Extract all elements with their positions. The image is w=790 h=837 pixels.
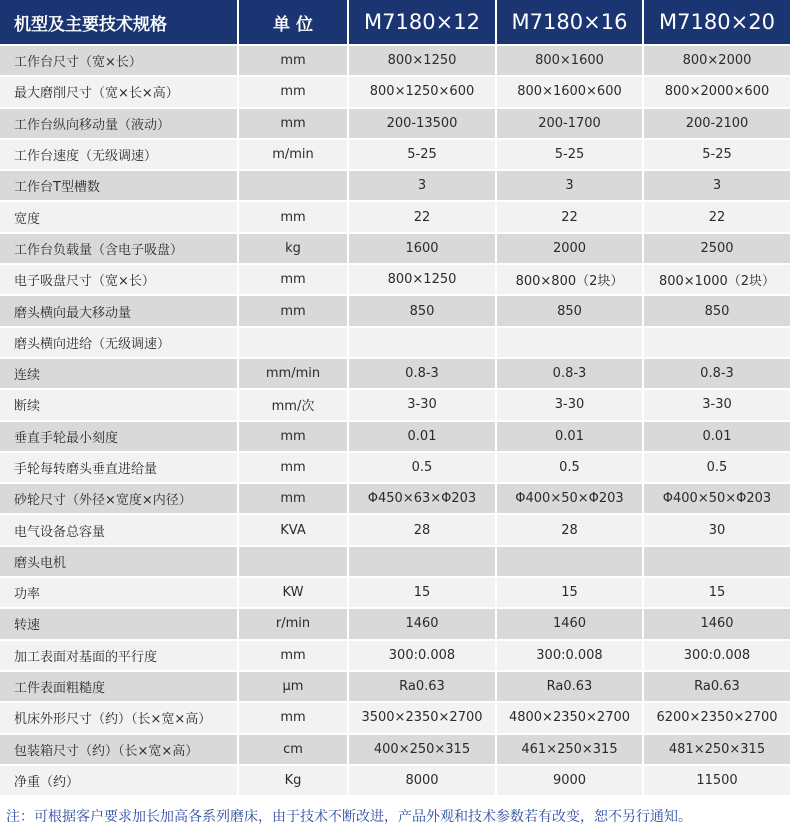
row-value-model-3: 0.5	[644, 453, 790, 482]
header-model-1: M7180×12	[349, 0, 495, 44]
row-value-model-1: Ra0.63	[349, 672, 495, 701]
row-label: 转速	[0, 609, 237, 638]
row-value-model-2: 800×1600	[497, 46, 642, 75]
row-unit: mm	[239, 77, 347, 106]
row-value-model-3: 481×250×315	[644, 735, 790, 764]
row-value-model-1: 800×1250×600	[349, 77, 495, 106]
row-unit: mm/次	[239, 390, 347, 419]
row-label: 电子吸盘尺寸（宽×长）	[0, 265, 237, 294]
row-unit: mm	[239, 484, 347, 513]
row-label: 砂轮尺寸（外径×宽度×内径）	[0, 484, 237, 513]
header-model-2: M7180×16	[497, 0, 642, 44]
row-label: 磨头横向最大移动量	[0, 296, 237, 325]
row-value-model-2: 3	[497, 171, 642, 200]
header-model-3: M7180×20	[644, 0, 790, 44]
row-label: 垂直手轮最小刻度	[0, 422, 237, 451]
footnote: 注：可根据客户要求加长加高各系列磨床，由于技术不断改进，产品外观和技术参数若有改变，恕不另行通知。	[6, 809, 692, 825]
row-value-model-1: 800×1250	[349, 265, 495, 294]
row-value-model-1: 1600	[349, 234, 495, 263]
row-label: 包装箱尺寸（约）（长×宽×高）	[0, 735, 237, 764]
row-value-model-3: 2500	[644, 234, 790, 263]
header-unit-title: 单 位	[239, 0, 347, 44]
row-value-model-1: 400×250×315	[349, 735, 495, 764]
row-unit: mm	[239, 202, 347, 231]
row-label: 加工表面对基面的平行度	[0, 641, 237, 670]
row-label: 功率	[0, 578, 237, 607]
row-unit: Kg	[239, 766, 347, 795]
row-unit: mm	[239, 296, 347, 325]
row-value-model-3: 15	[644, 578, 790, 607]
row-value-model-2: 800×800（2块）	[497, 265, 642, 294]
row-unit: μm	[239, 672, 347, 701]
row-value-model-1: 3500×2350×2700	[349, 703, 495, 732]
row-value-model-1: 22	[349, 202, 495, 231]
row-value-model-2: Φ400×50×Φ203	[497, 484, 642, 513]
row-value-model-2: 2000	[497, 234, 642, 263]
row-value-model-2: 4800×2350×2700	[497, 703, 642, 732]
row-unit	[239, 171, 347, 200]
row-unit: mm	[239, 703, 347, 732]
row-value-model-3	[644, 547, 790, 576]
row-value-model-3: 850	[644, 296, 790, 325]
row-value-model-1: 15	[349, 578, 495, 607]
row-label: 电气设备总容量	[0, 515, 237, 544]
row-label: 工件表面粗糙度	[0, 672, 237, 701]
row-label: 工作台尺寸（宽×长）	[0, 46, 237, 75]
row-value-model-1	[349, 328, 495, 357]
row-label: 连续	[0, 359, 237, 388]
row-value-model-3: 3	[644, 171, 790, 200]
row-value-model-2	[497, 328, 642, 357]
row-value-model-1: 5-25	[349, 140, 495, 169]
row-value-model-1: 3	[349, 171, 495, 200]
row-unit: mm	[239, 641, 347, 670]
row-unit	[239, 547, 347, 576]
row-label: 最大磨削尺寸（宽×长×高）	[0, 77, 237, 106]
row-value-model-1: 0.8-3	[349, 359, 495, 388]
row-value-model-2	[497, 547, 642, 576]
row-value-model-2: 461×250×315	[497, 735, 642, 764]
row-label: 工作台速度（无级调速）	[0, 140, 237, 169]
row-unit: cm	[239, 735, 347, 764]
row-label: 工作台纵向移动量（液动）	[0, 109, 237, 138]
row-value-model-2: 200-1700	[497, 109, 642, 138]
row-value-model-3: 0.8-3	[644, 359, 790, 388]
row-unit: mm	[239, 265, 347, 294]
row-value-model-1: 850	[349, 296, 495, 325]
row-unit: m/min	[239, 140, 347, 169]
row-value-model-3: 6200×2350×2700	[644, 703, 790, 732]
row-label: 手轮每转磨头垂直进给量	[0, 453, 237, 482]
row-value-model-1: 0.5	[349, 453, 495, 482]
row-value-model-3: 1460	[644, 609, 790, 638]
row-label: 磨头电机	[0, 547, 237, 576]
row-value-model-2: 1460	[497, 609, 642, 638]
row-value-model-3	[644, 328, 790, 357]
row-value-model-1: 1460	[349, 609, 495, 638]
row-value-model-3: 200-2100	[644, 109, 790, 138]
row-label: 净重（约）	[0, 766, 237, 795]
row-value-model-2: 28	[497, 515, 642, 544]
row-unit: mm	[239, 422, 347, 451]
row-value-model-3: 800×1000（2块）	[644, 265, 790, 294]
row-value-model-3: 0.01	[644, 422, 790, 451]
row-value-model-2: 15	[497, 578, 642, 607]
row-value-model-3: Φ400×50×Φ203	[644, 484, 790, 513]
row-value-model-1	[349, 547, 495, 576]
row-value-model-3: 22	[644, 202, 790, 231]
row-value-model-1: 200-13500	[349, 109, 495, 138]
row-value-model-2: 0.8-3	[497, 359, 642, 388]
row-value-model-1: 3-30	[349, 390, 495, 419]
row-value-model-3: 3-30	[644, 390, 790, 419]
row-value-model-3: 11500	[644, 766, 790, 795]
row-value-model-1: 0.01	[349, 422, 495, 451]
row-value-model-2: 9000	[497, 766, 642, 795]
row-label: 机床外形尺寸（约）（长×宽×高）	[0, 703, 237, 732]
row-value-model-1: 28	[349, 515, 495, 544]
row-unit: mm	[239, 109, 347, 138]
row-value-model-3: 5-25	[644, 140, 790, 169]
row-unit: r/min	[239, 609, 347, 638]
row-value-model-2: 850	[497, 296, 642, 325]
row-value-model-2: 22	[497, 202, 642, 231]
row-value-model-3: 800×2000	[644, 46, 790, 75]
row-unit: KVA	[239, 515, 347, 544]
row-value-model-2: Ra0.63	[497, 672, 642, 701]
row-value-model-2: 0.01	[497, 422, 642, 451]
row-value-model-3: Ra0.63	[644, 672, 790, 701]
row-value-model-1: 800×1250	[349, 46, 495, 75]
row-value-model-3: 800×2000×600	[644, 77, 790, 106]
row-value-model-2: 3-30	[497, 390, 642, 419]
row-label: 工作台负载量（含电子吸盘）	[0, 234, 237, 263]
row-unit: mm	[239, 46, 347, 75]
row-unit	[239, 328, 347, 357]
row-value-model-3: 30	[644, 515, 790, 544]
row-unit: mm/min	[239, 359, 347, 388]
row-value-model-2: 300:0.008	[497, 641, 642, 670]
row-value-model-3: 300:0.008	[644, 641, 790, 670]
row-value-model-2: 0.5	[497, 453, 642, 482]
row-value-model-2: 5-25	[497, 140, 642, 169]
row-value-model-1: Φ450×63×Φ203	[349, 484, 495, 513]
row-unit: mm	[239, 453, 347, 482]
row-value-model-1: 300:0.008	[349, 641, 495, 670]
row-unit: kg	[239, 234, 347, 263]
row-unit: KW	[239, 578, 347, 607]
header-spec-title: 机型及主要技术规格	[0, 0, 237, 44]
row-label: 磨头横向进给（无级调速）	[0, 328, 237, 357]
row-value-model-1: 8000	[349, 766, 495, 795]
row-label: 宽度	[0, 202, 237, 231]
row-label: 工作台T型槽数	[0, 171, 237, 200]
row-label: 断续	[0, 390, 237, 419]
row-value-model-2: 800×1600×600	[497, 77, 642, 106]
